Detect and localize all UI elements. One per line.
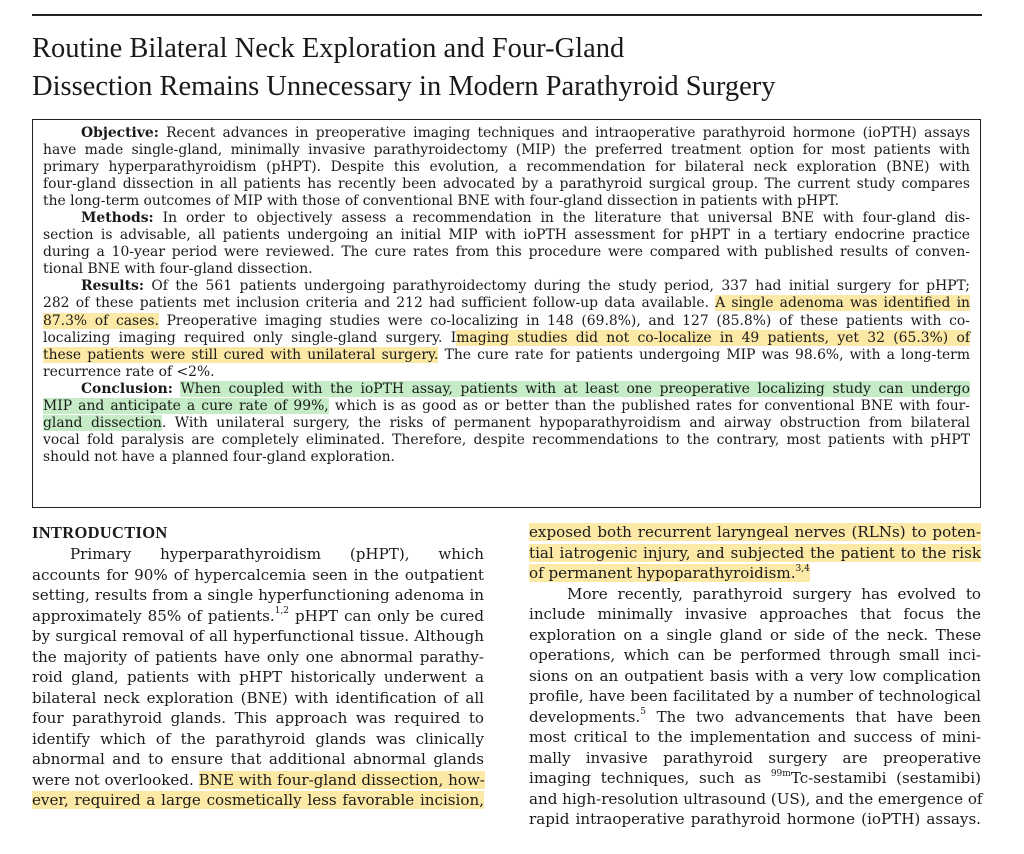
body-line: most critical to the implementation and success of mini- bbox=[529, 728, 981, 746]
text: The two advancements that have been bbox=[645, 707, 981, 726]
text: approximately 85% of patients. bbox=[32, 606, 275, 625]
body-line bbox=[529, 563, 981, 584]
text: Preoperative imaging studies were co-localizing in 148 (69.8%), and 127 (85.8%) of these patients with co- bbox=[158, 312, 970, 329]
text: imaging techniques, such as bbox=[529, 769, 771, 787]
citation: 3,4 bbox=[795, 563, 810, 574]
abstract-box bbox=[32, 119, 981, 508]
highlight-yellow: these patients were still cured with unilateral surgery. bbox=[43, 346, 439, 363]
abstract-line bbox=[43, 278, 970, 295]
body-line bbox=[529, 707, 981, 728]
title-line: Routine Bilateral Neck Exploration and Four-Gland bbox=[32, 33, 625, 64]
text: developments. bbox=[529, 707, 641, 726]
abstract-line: should not have a planned four-gland exploration. bbox=[43, 448, 395, 465]
highlight-yellow: 87.3% of cases. bbox=[43, 312, 159, 329]
text: 282 of these patients met inclusion criteria and 212 had sufficient follow-up data available. bbox=[43, 295, 716, 312]
body-line: four parathyroid glands. This approach was required to bbox=[32, 709, 484, 727]
abstract-line bbox=[43, 415, 970, 432]
body-line: roid gland, patients with pHPT historically underwent a bbox=[32, 668, 484, 686]
body-line: bilateral neck exploration (BNE) with identification of all bbox=[32, 688, 484, 707]
highlight-yellow: ever, required a large cosmetically less favorable incision, bbox=[32, 791, 484, 809]
citation: 5 bbox=[640, 707, 646, 718]
highlight-yellow: exposed both recurrent laryngeal nerves (RLNs) to poten- bbox=[529, 523, 981, 541]
highlight-yellow bbox=[529, 564, 810, 582]
abstract-line bbox=[43, 347, 970, 364]
highlight-yellow: maging studies did not co-localize in 49 patients, yet 32 (65.3%) of bbox=[456, 329, 970, 346]
highlight-green: When coupled with the ioPTH assay, patients with at least one preoperative localizing study can undergo bbox=[180, 380, 970, 397]
abstract-line: during a 10-year period were reviewed. The cure rates from this procedure were compared with published results of conven- bbox=[43, 244, 970, 261]
objective-label: Objective: bbox=[81, 125, 159, 141]
abstract-line bbox=[43, 330, 970, 347]
abstract-line bbox=[43, 398, 970, 415]
body-line: accounts for 90% of hypercalcemia seen in the outpatient bbox=[32, 565, 484, 584]
highlight-green: MIP and anticipate a cure rate of 99%, bbox=[43, 397, 329, 414]
citation: 1,2 bbox=[274, 606, 290, 617]
highlight-green: gland dissection bbox=[43, 414, 162, 431]
body-line: exploration on a single gland or side of the neck. These bbox=[529, 625, 981, 644]
body-line bbox=[529, 522, 981, 543]
abstract-conclusion bbox=[43, 381, 970, 466]
body-line: profile, have been facilitated by a number of technological bbox=[529, 687, 981, 705]
text: were not overlooked. bbox=[32, 770, 199, 789]
body-line: rapid intraoperative parathyroid hormone (ioPTH) assays. bbox=[529, 810, 981, 828]
body-line: and high-resolution ultrasound (US), and the emergence of bbox=[529, 789, 983, 808]
title-line: Dissection Remains Unnecessary in Modern Parathyroid Surgery bbox=[32, 71, 776, 102]
intro-right-column bbox=[529, 522, 981, 830]
highlight-yellow: tial iatrogenic injury, and subjected the patient to the risk bbox=[529, 543, 981, 562]
abstract-line: four-gland dissection in all patients has recently been advocated by a parathyroid surgical group. The current study compares bbox=[43, 176, 970, 193]
section-heading: INTRODUCTION bbox=[32, 523, 168, 542]
text: The cure rate for patients undergoing MIP was 98.6%, with a long-term bbox=[438, 346, 970, 363]
body-line: sions on an outpatient basis with a very low complication bbox=[529, 666, 981, 685]
abstract-line: primary hyperparathyroidism (pHPT). Despite this evolution, a recommendation for bilateral neck exploration (BNE) with bbox=[43, 159, 970, 176]
body-line bbox=[529, 768, 981, 789]
body-line bbox=[32, 544, 484, 565]
top-rule bbox=[32, 14, 982, 16]
abstract-line: tional BNE with four-gland dissection. bbox=[43, 261, 313, 278]
text: pHPT can only be cured bbox=[289, 606, 485, 625]
body-line: by surgical removal of all hyperfunctional tissue. Although bbox=[32, 627, 484, 645]
abstract-line bbox=[43, 210, 970, 227]
abstract-methods bbox=[43, 210, 970, 278]
text: which is as good as or better than the published rates for conventional BNE with four- bbox=[328, 397, 970, 414]
body-line bbox=[529, 584, 981, 605]
text: . With unilateral surgery, the risks of permanent hypoparathyroidism and airway obstruction from bilateral bbox=[161, 414, 970, 431]
text: Recent advances in preoperative imaging techniques and intraoperative parathyroid hormone (ioPTH) assays bbox=[166, 125, 970, 141]
highlight-yellow: BNE with four-gland dissection, how- bbox=[198, 770, 485, 789]
body-line bbox=[32, 790, 484, 811]
abstract-line: the long-term outcomes of MIP with those of conventional BNE with four-gland dissection in patients with pHPT. bbox=[43, 193, 840, 210]
text: localizing imaging required only single-gland surgery. I bbox=[43, 329, 457, 346]
body-line: abnormal and to ensure that additional abnormal glands bbox=[32, 750, 484, 768]
text: Tc-sestamibi (sestamibi) bbox=[790, 769, 981, 787]
text: More recently, parathyroid surgery has evolved to bbox=[567, 584, 981, 603]
body-line: setting, results from a single hyperfunctioning adenoma in bbox=[32, 586, 484, 604]
body-line: include minimally invasive approaches that focus the bbox=[529, 605, 981, 623]
text: Of the 561 patients undergoing parathyroidectomy during the study period, 337 had initial surgery for pHPT; bbox=[151, 278, 970, 295]
abstract-line: recurrence rate of <2%. bbox=[43, 363, 215, 380]
abstract-line: vocal fold paralysis are completely eliminated. Therefore, despite recommendations to the contrary, most patients with pHPT bbox=[43, 431, 970, 448]
abstract-line bbox=[43, 313, 970, 330]
abstract-line: have made single-gland, minimally invasive parathyroidectomy (MIP) the preferred treatment option for most patients with bbox=[43, 142, 970, 159]
abstract-line bbox=[43, 125, 970, 142]
abstract-line bbox=[43, 381, 970, 398]
results-label: Results: bbox=[81, 278, 144, 295]
article-title bbox=[32, 30, 982, 106]
methods-label: Methods: bbox=[81, 210, 154, 227]
text: Primary hyperparathyroidism (pHPT), which bbox=[70, 545, 484, 563]
body-line: identify which of the parathyroid glands was clinically bbox=[32, 729, 484, 748]
isotope-superscript: 99m bbox=[770, 768, 791, 779]
body-line bbox=[32, 606, 484, 627]
intro-left-column bbox=[32, 522, 484, 811]
abstract-line bbox=[43, 295, 970, 312]
text: of permanent hypoparathyroidism. bbox=[529, 564, 796, 582]
body-line bbox=[32, 770, 484, 791]
body-line: mally invasive parathyroid surgery are preoperative bbox=[529, 748, 981, 767]
body-line: the majority of patients have only one abnormal parathy- bbox=[32, 647, 484, 666]
abstract-results bbox=[43, 278, 970, 380]
highlight-yellow: A single adenoma was identified in bbox=[715, 295, 970, 312]
abstract-line: section is advisable, all patients undergoing an initial MIP with ioPTH assessment for pHPT in a tertiary endocrine practice bbox=[43, 227, 970, 244]
body-line bbox=[529, 543, 981, 564]
abstract-objective bbox=[43, 125, 970, 210]
conclusion-label: Conclusion: bbox=[81, 380, 173, 397]
body-line: operations, which can be performed through small inci- bbox=[529, 646, 981, 664]
text: In order to objectively assess a recommendation in the literature that universal BNE with four-gland dis- bbox=[162, 210, 971, 227]
